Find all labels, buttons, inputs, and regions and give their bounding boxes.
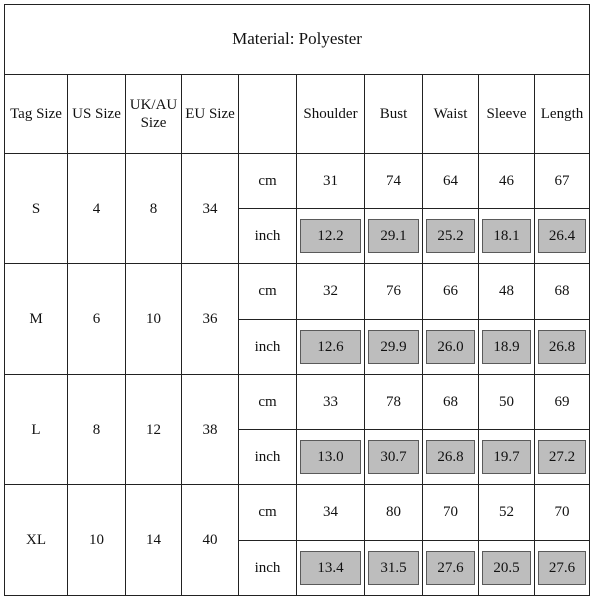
shoulder-cm-cell: 31 xyxy=(297,153,365,208)
waist-inch-cell-value: 26.0 xyxy=(426,330,475,364)
bust-inch-cell xyxy=(365,430,423,485)
eu-size-cell: 34 xyxy=(182,153,239,264)
shoulder-cm-cell: 34 xyxy=(297,485,365,540)
unit-label-inch: inch xyxy=(239,319,297,374)
length-inch-cell xyxy=(535,430,590,485)
length-inch-cell-value: 26.4 xyxy=(538,219,586,253)
tag-size-cell: S xyxy=(5,153,68,264)
header-unit xyxy=(239,75,297,153)
unit-label-inch: inch xyxy=(239,540,297,595)
waist-inch-cell xyxy=(423,430,479,485)
shoulder-inch-cell xyxy=(297,540,365,595)
us-size-cell: 6 xyxy=(68,264,126,375)
unit-label-cm: cm xyxy=(239,485,297,540)
waist-inch-cell-value: 26.8 xyxy=(426,440,475,474)
waist-cm-cell: 66 xyxy=(423,264,479,319)
sleeve-inch-cell xyxy=(479,540,535,595)
header-uk-au-size: UK/AU Size xyxy=(126,75,182,153)
us-size-cell: 10 xyxy=(68,485,126,596)
shoulder-inch-cell-value: 13.4 xyxy=(300,551,361,585)
eu-size-cell: 38 xyxy=(182,374,239,485)
length-inch-cell xyxy=(535,209,590,264)
unit-label-cm: cm xyxy=(239,153,297,208)
shoulder-cm-cell: 32 xyxy=(297,264,365,319)
shoulder-cm-cell: 33 xyxy=(297,374,365,429)
sleeve-inch-cell-value: 18.9 xyxy=(482,330,531,364)
table-row xyxy=(5,374,590,429)
bust-cm-cell: 74 xyxy=(365,153,423,208)
length-cm-cell: 69 xyxy=(535,374,590,429)
table-row xyxy=(5,264,590,319)
waist-inch-cell xyxy=(423,209,479,264)
header-shoulder: Shoulder xyxy=(297,75,365,153)
waist-inch-cell xyxy=(423,540,479,595)
size-chart-table xyxy=(4,4,590,596)
tag-size-cell: XL xyxy=(5,485,68,596)
bust-inch-cell-value: 31.5 xyxy=(368,551,419,585)
bust-inch-cell xyxy=(365,319,423,374)
header-us-size: US Size xyxy=(68,75,126,153)
length-cm-cell: 70 xyxy=(535,485,590,540)
length-inch-cell xyxy=(535,319,590,374)
sleeve-inch-cell-value: 19.7 xyxy=(482,440,531,474)
waist-inch-cell-value: 27.6 xyxy=(426,551,475,585)
waist-cm-cell: 70 xyxy=(423,485,479,540)
eu-size-cell: 36 xyxy=(182,264,239,375)
waist-inch-cell-value: 25.2 xyxy=(426,219,475,253)
length-inch-cell xyxy=(535,540,590,595)
uk-au-size-cell: 14 xyxy=(126,485,182,596)
waist-cm-cell: 64 xyxy=(423,153,479,208)
sleeve-cm-cell: 52 xyxy=(479,485,535,540)
length-inch-cell-value: 27.2 xyxy=(538,440,586,474)
sleeve-inch-cell xyxy=(479,209,535,264)
material-title: Material: Polyester xyxy=(5,5,590,75)
header-waist: Waist xyxy=(423,75,479,153)
sleeve-cm-cell: 50 xyxy=(479,374,535,429)
shoulder-inch-cell xyxy=(297,209,365,264)
table-row xyxy=(5,485,590,540)
length-cm-cell: 68 xyxy=(535,264,590,319)
unit-label-inch: inch xyxy=(239,209,297,264)
header-length: Length xyxy=(535,75,590,153)
sleeve-cm-cell: 46 xyxy=(479,153,535,208)
shoulder-inch-cell xyxy=(297,319,365,374)
shoulder-inch-cell-value: 12.6 xyxy=(300,330,361,364)
table-row xyxy=(5,153,590,208)
tag-size-cell: L xyxy=(5,374,68,485)
unit-label-cm: cm xyxy=(239,374,297,429)
shoulder-inch-cell-value: 13.0 xyxy=(300,440,361,474)
length-inch-cell-value: 26.8 xyxy=(538,330,586,364)
length-inch-cell-value: 27.6 xyxy=(538,551,586,585)
tag-size-cell: M xyxy=(5,264,68,375)
bust-inch-cell xyxy=(365,209,423,264)
bust-inch-cell xyxy=(365,540,423,595)
waist-inch-cell xyxy=(423,319,479,374)
sleeve-inch-cell xyxy=(479,430,535,485)
bust-inch-cell-value: 29.1 xyxy=(368,219,419,253)
uk-au-size-cell: 10 xyxy=(126,264,182,375)
waist-cm-cell: 68 xyxy=(423,374,479,429)
header-eu-size: EU Size xyxy=(182,75,239,153)
us-size-cell: 4 xyxy=(68,153,126,264)
bust-cm-cell: 76 xyxy=(365,264,423,319)
header-sleeve: Sleeve xyxy=(479,75,535,153)
shoulder-inch-cell-value: 12.2 xyxy=(300,219,361,253)
header-bust: Bust xyxy=(365,75,423,153)
shoulder-inch-cell xyxy=(297,430,365,485)
sleeve-inch-cell-value: 20.5 xyxy=(482,551,531,585)
eu-size-cell: 40 xyxy=(182,485,239,596)
uk-au-size-cell: 12 xyxy=(126,374,182,485)
header-tag-size: Tag Size xyxy=(5,75,68,153)
sleeve-cm-cell: 48 xyxy=(479,264,535,319)
bust-cm-cell: 78 xyxy=(365,374,423,429)
bust-inch-cell-value: 29.9 xyxy=(368,330,419,364)
bust-cm-cell: 80 xyxy=(365,485,423,540)
uk-au-size-cell: 8 xyxy=(126,153,182,264)
sleeve-inch-cell-value: 18.1 xyxy=(482,219,531,253)
sleeve-inch-cell xyxy=(479,319,535,374)
unit-label-inch: inch xyxy=(239,430,297,485)
us-size-cell: 8 xyxy=(68,374,126,485)
bust-inch-cell-value: 30.7 xyxy=(368,440,419,474)
unit-label-cm: cm xyxy=(239,264,297,319)
length-cm-cell: 67 xyxy=(535,153,590,208)
